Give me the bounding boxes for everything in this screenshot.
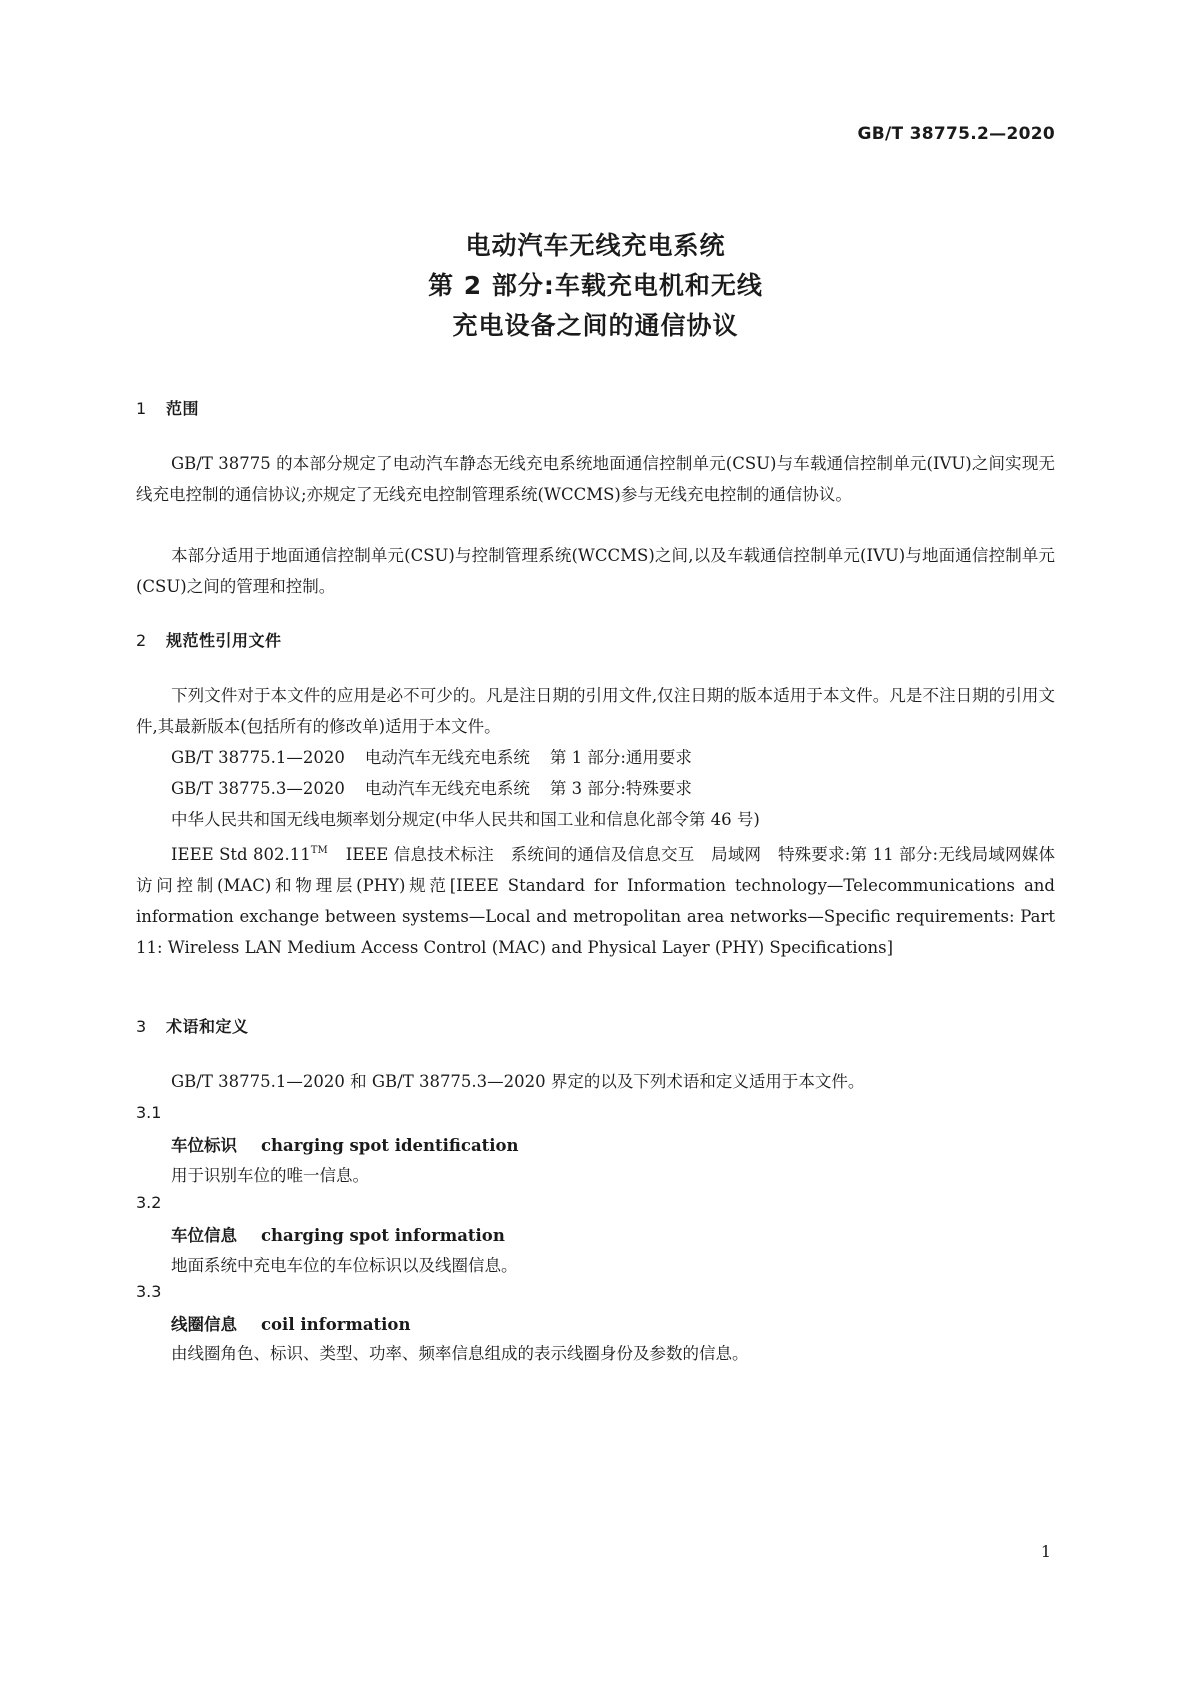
- term-chinese: 车位信息: [171, 1226, 237, 1245]
- reference-title: 电动汽车无线充电系统: [364, 779, 530, 798]
- paragraph-text: 本部分适用于地面通信控制单元(CSU)与控制管理系统(WCCMS)之间,以及车载通信控制单元(IVU)与地面通信控制单元(CSU)之间的管理和控制。: [136, 546, 1055, 596]
- term-english: charging spot information: [261, 1226, 505, 1245]
- term-heading: [171, 1222, 505, 1246]
- standard-code: GB/T 38775.2—2020: [857, 124, 1055, 144]
- section-2-heading: [136, 628, 282, 651]
- section-title: 规范性引用文件: [166, 631, 282, 650]
- term-english: coil information: [261, 1315, 411, 1334]
- page-number: 1: [1040, 1542, 1051, 1561]
- term-number: 3.3: [136, 1282, 162, 1301]
- title-line-2: 第 2 部分:车载充电机和无线: [428, 271, 763, 300]
- reference-ieee: [136, 835, 1055, 963]
- paragraph-text: 下列文件对于本文件的应用是必不可少的。凡是注日期的引用文件,仅注日期的版本适用于本文件。凡是不注日期的引用文件,其最新版本(包括所有的修改单)适用于本文件。: [136, 686, 1055, 736]
- reference-3: 中华人民共和国无线电频率划分规定(中华人民共和国工业和信息化部令第 46 号): [171, 810, 760, 829]
- term-definition: 用于识别车位的唯一信息。: [171, 1166, 369, 1185]
- section-title: 范围: [166, 399, 200, 418]
- reference-part: 第 3 部分:特殊要求: [549, 779, 692, 798]
- reference-code: GB/T 38775.1—2020: [171, 748, 345, 767]
- section-number: 3: [136, 1017, 147, 1036]
- term-heading: [171, 1132, 519, 1156]
- paragraph-text: GB/T 38775 的本部分规定了电动汽车静态无线充电系统地面通信控制单元(CSU)与车载通信控制单元(IVU)之间实现无线充电控制的通信协议;亦规定了无线充电控制管理系统(WCCMS)参与无线充电控制的通信协议。: [136, 454, 1055, 504]
- ieee-text: IEEE 信息技术标注 系统间的通信及信息交互 局域网 特殊要求:第 11 部分:无线局域网媒体访问控制(MAC)和物理层(PHY)规范[IEEE Standard for Information technology—Telecommunications and information exchange between systems—Local and metropolitan area networks—Specific requirements: Part 11: Wireless LAN Medium Access Control (MAC) and Physical Layer (PHY) Specifications]: [136, 845, 1055, 957]
- reference-part: 第 1 部分:通用要求: [549, 748, 692, 767]
- term-chinese: 车位标识: [171, 1136, 237, 1155]
- section-number: 2: [136, 631, 147, 650]
- reference-2: [171, 773, 692, 804]
- section-3-heading: [136, 1014, 249, 1037]
- term-number: 3.2: [136, 1193, 162, 1212]
- section-title: 术语和定义: [166, 1017, 249, 1036]
- section-2-intro: [136, 680, 1055, 742]
- term-heading: [171, 1311, 410, 1335]
- title-line-3: 充电设备之间的通信协议: [452, 311, 739, 340]
- ieee-code: IEEE Std 802.11: [171, 845, 311, 864]
- trademark-mark: TM: [310, 845, 328, 856]
- section-number: 1: [136, 399, 147, 418]
- reference-title: 电动汽车无线充电系统: [364, 748, 530, 767]
- section-1-paragraph-2: [136, 540, 1055, 602]
- term-definition: 由线圈角色、标识、类型、功率、频率信息组成的表示线圈身份及参数的信息。: [171, 1344, 749, 1363]
- term-chinese: 线圈信息: [171, 1315, 237, 1334]
- document-title: [0, 226, 1191, 346]
- reference-1: [171, 742, 692, 773]
- section-1-heading: [136, 396, 199, 419]
- reference-code: GB/T 38775.3—2020: [171, 779, 345, 798]
- term-definition: 地面系统中充电车位的车位标识以及线圈信息。: [171, 1256, 518, 1275]
- term-number: 3.1: [136, 1103, 162, 1122]
- term-english: charging spot identification: [261, 1136, 519, 1155]
- title-line-1: 电动汽车无线充电系统: [465, 231, 726, 260]
- section-3-intro: GB/T 38775.1—2020 和 GB/T 38775.3—2020 界定的以及下列术语和定义适用于本文件。: [171, 1072, 865, 1091]
- section-1-paragraph-1: [136, 448, 1055, 510]
